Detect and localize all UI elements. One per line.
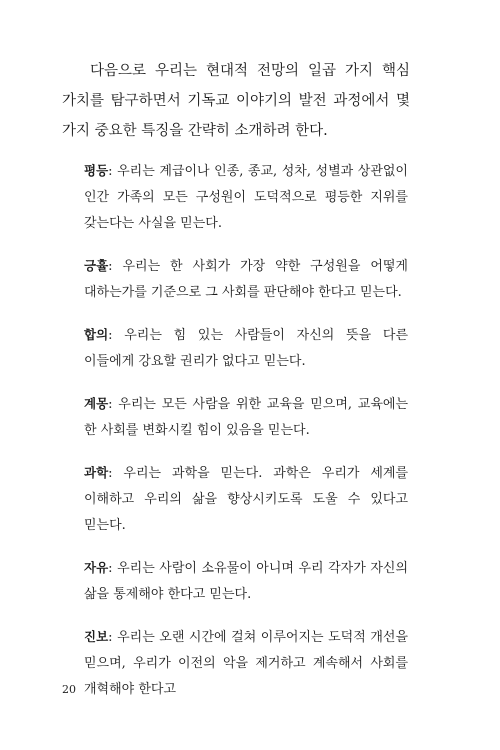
- item-separator: :: [108, 164, 118, 179]
- list-item-freedom: [84, 555, 408, 608]
- list-item-enlightenment: [84, 391, 408, 444]
- item-text: 우리는 오랜 시간에 걸쳐 이루어지는 도덕적 개선을 믿으며, 우리가 이전의 악을 제거하고 계속해서 사회를 개혁해야 한다고: [84, 630, 409, 697]
- list-item-equality: [84, 158, 408, 237]
- list-item-consent: [84, 322, 408, 375]
- page-number: 20: [62, 683, 76, 696]
- item-separator: :: [108, 259, 123, 274]
- list-item-compassion: [84, 253, 408, 306]
- item-text: 우리는 과학을 믿는다. 과학은 우리가 세계를 이해하고 우리의 삶을 향상시키도록 도울 수 있다고 믿는다.: [84, 466, 408, 533]
- item-term: 긍휼: [84, 258, 109, 273]
- item-separator: :: [108, 397, 119, 412]
- item-term: 자유: [84, 560, 109, 575]
- item-term: 진보: [84, 629, 109, 644]
- item-term: 합의: [84, 327, 109, 342]
- item-text: 우리는 한 사회가 가장 약한 구성원을 어떻게 대하는가를 기준으로 그 사회를 판단해야 한다고 믿는다.: [84, 259, 408, 300]
- item-separator: :: [108, 561, 118, 576]
- item-text: 우리는 사람이 소유물이 아니며 우리 각자가 자신의 삶을 통제해야 한다고 믿는다.: [84, 561, 409, 602]
- item-separator: :: [108, 328, 125, 343]
- list-item-science: [84, 460, 408, 539]
- item-term: 계몽: [84, 396, 109, 411]
- item-term: 과학: [84, 465, 109, 480]
- item-text: 우리는 모든 사람을 위한 교육을 믿으며, 교육에는 한 사회를 변화시킬 힘이 있음을 믿는다.: [84, 397, 408, 438]
- item-separator: :: [108, 466, 124, 481]
- values-list: [84, 158, 408, 719]
- list-item-progress: [84, 624, 408, 703]
- item-term: 평등: [84, 163, 109, 178]
- item-text: 우리는 계급이나 인종, 종교, 성차, 성별과 상관없이 인간 가족의 모든 구성원이 도덕적으로 평등한 지위를 갖는다는 사실을 믿는다.: [84, 164, 408, 231]
- item-separator: :: [108, 630, 118, 645]
- item-text: 우리는 힘 있는 사람들이 자신의 뜻을 다른 이들에게 강요할 권리가 없다고 믿는다.: [84, 328, 408, 369]
- intro-paragraph: 다음으로 우리는 현대적 전망의 일곱 가지 핵심 가치를 탐구하면서 기독교 이야기의 발전 과정에서 몇 가지 중요한 특징을 간략히 소개하려 한다.: [62, 63, 410, 139]
